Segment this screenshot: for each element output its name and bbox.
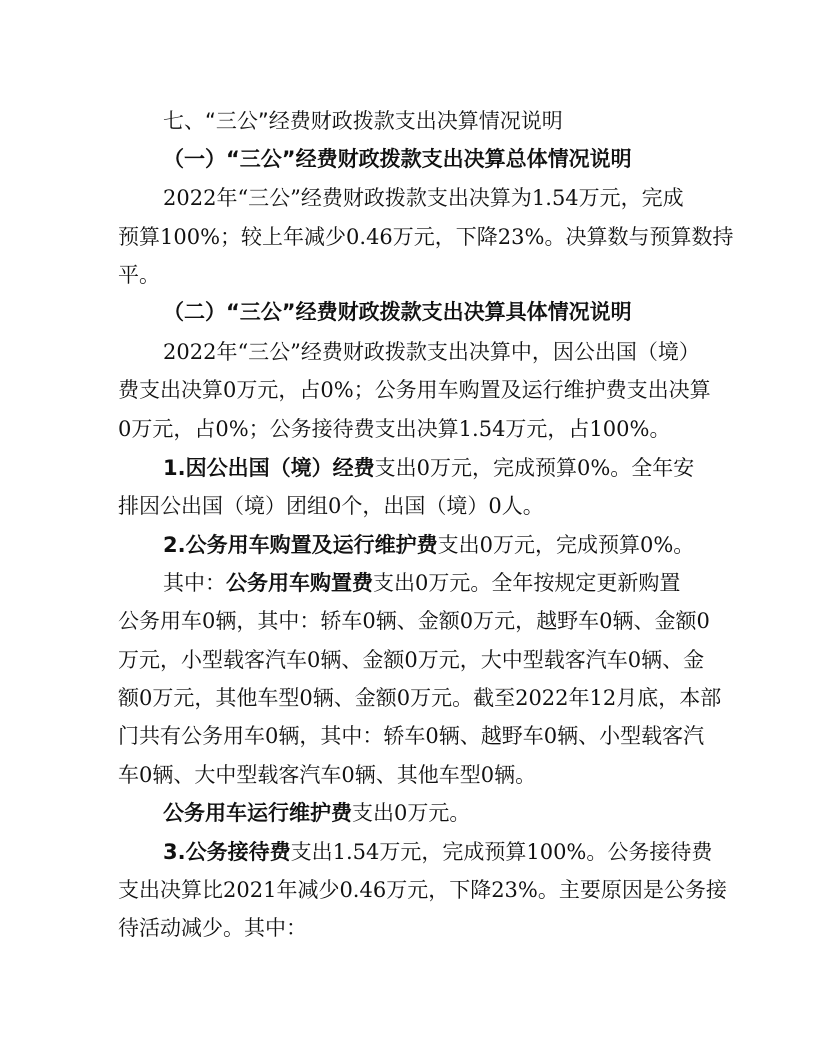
operation-line bbox=[163, 800, 470, 826]
subsection-2-title: （二）“三公”经费财政拨款支出决算具体情况说明 bbox=[163, 300, 632, 324]
purchase-line-1 bbox=[163, 570, 680, 596]
sub1-line-3: 平。 bbox=[118, 263, 160, 287]
purchase-line-4: 额0万元，其他车型0辆、金额0万元。截至2022年12月底，本部 bbox=[118, 686, 722, 710]
sub1-line-1: 2022年“三公”经费财政拨款支出决算为1.54万元，完成 bbox=[163, 186, 684, 210]
purchase-line-5: 门共有公务用车0辆，其中：轿车0辆、越野车0辆、小型载客汽 bbox=[118, 724, 705, 748]
purchase-prefix: 其中： bbox=[163, 571, 226, 595]
purchase-label: 公务用车购置费 bbox=[226, 571, 373, 595]
purchase-text: 支出0万元。全年按规定更新购置 bbox=[373, 571, 681, 595]
item-3-text: 支出1.54万元，完成预算100%。公务接待费 bbox=[290, 840, 713, 864]
item-1-line-2: 排因公出国（境）团组0个，出国（境）0人。 bbox=[118, 494, 544, 518]
item-1-line-1 bbox=[163, 455, 694, 481]
item-1-text: 支出0万元，完成预算0%。全年安 bbox=[374, 456, 695, 480]
purchase-line-3: 万元，小型载客汽车0辆、金额0万元，大中型载客汽车0辆、金 bbox=[118, 648, 705, 672]
item-3-line-1 bbox=[163, 839, 712, 865]
item-3-line-2: 支出决算比2021年减少0.46万元，下降23%。主要原因是公务接 bbox=[118, 878, 727, 902]
subsection-1-title: （一）“三公”经费财政拨款支出决算总体情况说明 bbox=[163, 147, 632, 171]
item-3-line-3: 待活动减少。其中： bbox=[118, 916, 307, 940]
item-2-label: 2.公务用车购置及运行维护费 bbox=[163, 533, 438, 557]
purchase-line-6: 车0辆、大中型载客汽车0辆、其他车型0辆。 bbox=[118, 763, 537, 787]
sub2-line-2: 费支出决算0万元，占0%；公务用车购置及运行维护费支出决算 bbox=[118, 378, 711, 402]
operation-label: 公务用车运行维护费 bbox=[163, 801, 352, 825]
sub2-line-1: 2022年“三公”经费财政拨款支出决算中，因公出国（境） bbox=[163, 340, 700, 364]
operation-text: 支出0万元。 bbox=[352, 801, 471, 825]
sub2-line-3: 0万元，占0%；公务接待费支出决算1.54万元，占100%。 bbox=[118, 417, 671, 441]
sub1-line-2: 预算100%；较上年减少0.46万元，下降23%。决算数与预算数持 bbox=[118, 225, 734, 249]
item-2-text: 支出0万元，完成预算0%。 bbox=[437, 533, 695, 557]
section-title: 七、“三公”经费财政拨款支出决算情况说明 bbox=[163, 109, 563, 133]
item-2-line bbox=[163, 532, 694, 558]
item-3-label: 3.公务接待费 bbox=[163, 840, 291, 864]
purchase-line-2: 公务用车0辆，其中：轿车0辆、金额0万元，越野车0辆、金额0 bbox=[118, 609, 710, 633]
item-1-label: 1.因公出国（境）经费 bbox=[163, 456, 375, 480]
